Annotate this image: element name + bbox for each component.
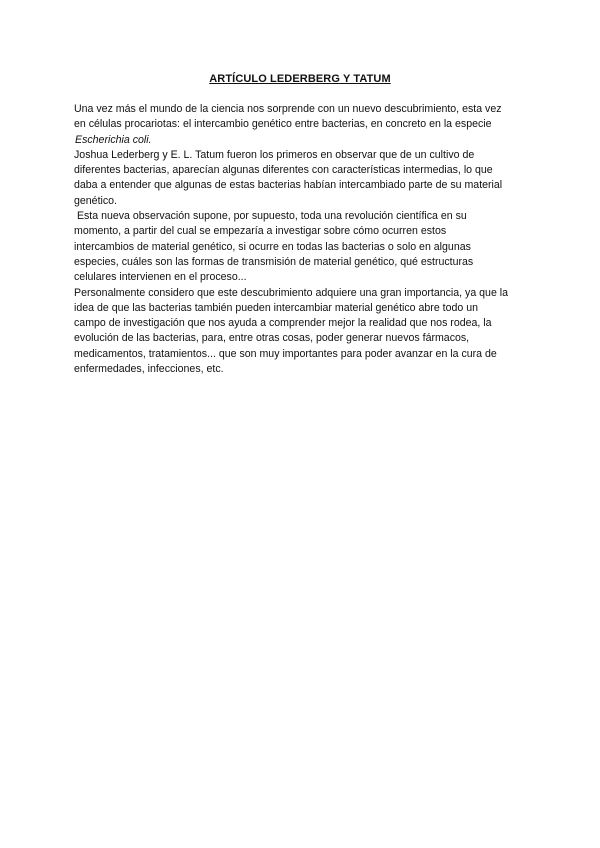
body-line: Esta nueva observación supone, por supuesto, toda una revolución científica en su [74, 210, 467, 223]
body-line: celulares intervienen en el proceso... [74, 271, 247, 284]
body-line: genético. [74, 194, 117, 207]
body-line: enfermedades, infecciones, etc. [74, 363, 224, 376]
body-line: en células procariotas: el intercambio genético entre bacterias, en concreto en la especie [74, 118, 492, 131]
body-line: Joshua Lederberg y E. L. Tatum fueron los primeros en observar que de un cultivo de [74, 148, 475, 161]
body-line: daba a entender que algunas de estas bacterias habían intercambiado parte de su material [74, 179, 503, 192]
body-line: intercambios de material genético, si ocurre en todas las bacterias o solo en algunas [74, 240, 471, 253]
species-name: Escherichia coli. [75, 133, 152, 146]
body-line: momento, a partir del cual se empezaría a investigar sobre cómo ocurren estos [74, 225, 447, 238]
body-line: Una vez más el mundo de la ciencia nos sorprende con un nuevo descubrimiento, esta vez [74, 103, 502, 115]
body-line: diferentes bacterias, aparecían algunas diferentes con características intermedias, lo que [74, 164, 493, 177]
body-line: medicamentos, tratamientos... que son muy importantes para poder avanzar en la cura de [74, 347, 497, 360]
body-line: Personalmente considero que este descubrimiento adquiere una gran importancia, ya que la [74, 286, 509, 299]
body-line: especies, cuáles son las formas de transmisión de material genético, qué estructuras [74, 255, 474, 268]
body-line: evolución de las bacterias, para, entre otras cosas, poder generar nuevos fármacos, [74, 332, 470, 345]
body-line: campo de investigación que nos ayuda a comprender mejor la realidad que nos rodea, la [74, 317, 492, 330]
document-body [74, 102, 536, 377]
body-line: idea de que las bacterias también pueden intercambiar material genético abre todo un [74, 301, 478, 314]
document-title: ARTÍCULO LEDERBERG Y TATUM [209, 73, 391, 85]
